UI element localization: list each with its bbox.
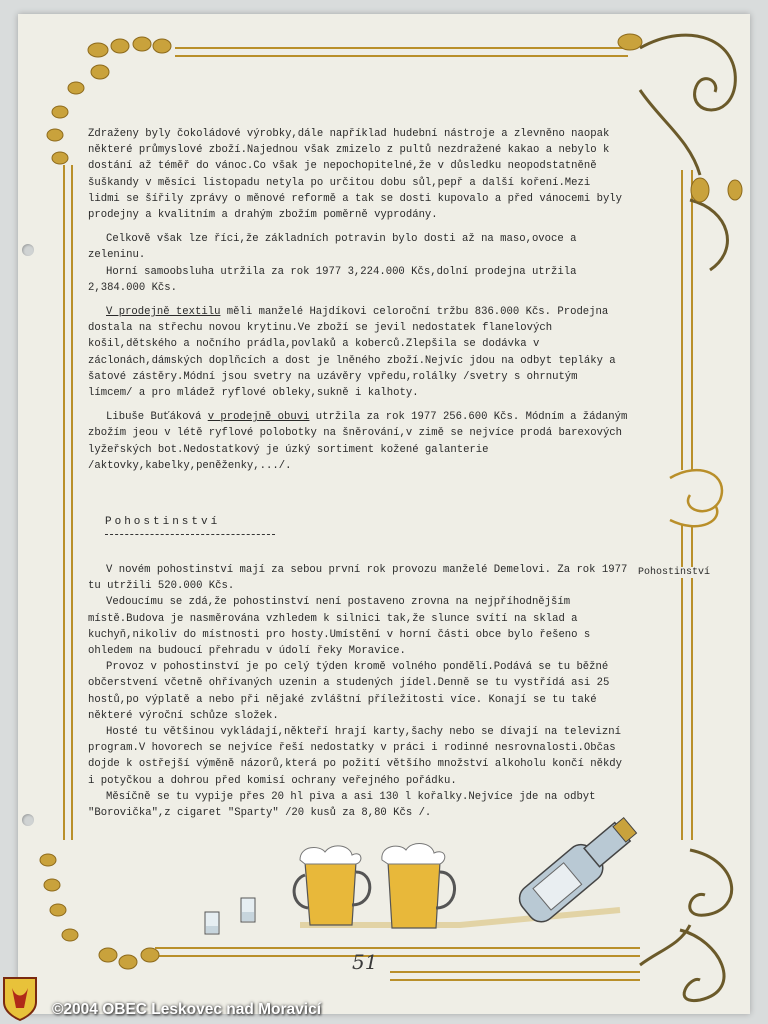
paragraph: Zdraženy byly čokoládové výrobky,dále například hudební nástroje a zlevněno naopak některé průmyslové zboží.Najednou však zmizelo z pultů nezdražené kakao a nebylo k dostání až téměř do vánoc.Co však je nepochopitelné,že v důsledku neopodstatněně šuškandy v měsíci listopadu netyla po určitou dobu sůl,pepř a další koření.Mezi lidmi se šířily zprávy o měnové reformě a tak se dosti kupovalo a před vánocemi byly prodejny a kvalitním a drahým zbožím poměrně vyprodány. xyxy=(88,128,623,222)
paragraph: V novém pohostinství mají za sebou první rok provozu manželé Demelovi. Za rok 1977 tu utržili 520.000 Kčs. xyxy=(88,564,628,593)
shoes-heading: v prodejně obuvi xyxy=(207,411,310,424)
scroll-ornament-right xyxy=(670,470,722,526)
shoes-text: utržila za rok 1977 256.600 Kčs. Módním a žádaným zbožím jeou v létě ryflové polobotky na šněrování,v zimě se nejvíce prodá barexových lyžeřských bot.Nedostatkový je úzký sortiment kožené galanterie /aktovky,kabelky,peněženky,.../. xyxy=(88,411,628,472)
paragraph-textile xyxy=(88,304,628,401)
shoes-pre: Libuše Buťáková xyxy=(106,411,208,424)
scroll-ornament-top-right xyxy=(640,35,735,270)
textile-text: měli manželé Hajdíkovi celoroční tržbu 836.000 Kčs. Prodejna dostala na střechu novou krytinu.Ve zboží se jevil nedostatek flanelových košil,dětského a nočního prádla,povlaků a koberců.Zlepšila se dodávka v záclonách,dámských doplňcích a dost je lněného zboží.Nejvíc jdou na odbyt tepláky a šatové zástěry.Módní jsou svetry na uzávěry vpředu,rolálky /svetry s ohrnutým límcem/ a pro mládež ryflové obleky,sukně i kalhoty. xyxy=(88,306,616,400)
flower-ornament-bottom-left xyxy=(40,854,159,969)
scroll-ornament-bottom-right xyxy=(640,850,732,1001)
tavern-illustration xyxy=(205,810,643,934)
document-body-bottom xyxy=(88,562,628,821)
paragraph: Vedoucímu se zdá,že pohostinství není postaveno zrovna na nejpříhodnějším místě.Budova je nasměrována vzhledem k silnici tak,že slunce svítí na sklad a kuchyň,nikoliv do místnosti pro hosty.Umístění v horní části obce bylo řešeno s ohledem na budoucí přehradu v údolí řeky Moravice. xyxy=(88,596,591,658)
margin-note: Pohostinství xyxy=(638,567,711,578)
paragraph: Měsíčně se tu vypije přes 20 hl piva a asi 130 l kořalky.Nejvíce jde na odbyt "Borovička",z cigaret "Sparty" /20 kusů za 8,80 Kčs /. xyxy=(88,790,596,820)
paragraph-shoes xyxy=(88,409,628,474)
copyright-footer: ©2004 OBEC Leskovec nad Moravicí xyxy=(52,1001,322,1018)
heading-rule xyxy=(105,534,275,535)
paragraph: Provoz v pohostinství je po celý týden kromě volného pondělí.Podává se tu běžné občerstvení včetně ohřívaných uzenin a studených jídel.Denně se tu vystřídá asi 25 hostů,po výplatě a nebo při nějaké zvláštní příležitosti více. Konají se tu také některé výroční schůze složek. xyxy=(88,661,610,722)
document-body-top xyxy=(88,126,628,482)
paragraph: Horní samoobsluha utržila za rok 1977 3,224.000 Kčs,dolní prodejna utržila 2,384.000 Kčs. xyxy=(88,265,577,294)
paragraph: Celkově však lze říci,že základních potravin bylo dosti až na maso,ovoce a zeleninu. xyxy=(88,233,577,262)
paragraph: Hosté tu většinou vykládají,někteří hrají karty,šachy nebo se dívají na televizní program.V hovorech se nejvíce řeší nedostatky v práci i rodinné nesrovnalosti.Občas dojde k ostřejší výměně názorů,která po požití většího množství alkoholu končí někdy i potyčkou a dohrou před komisí ochrany veřejného pořádku. xyxy=(88,726,623,787)
textile-heading: V prodejně textilu xyxy=(106,306,221,319)
section-heading: Pohostinství xyxy=(105,516,221,528)
page-number: 51 xyxy=(352,950,378,974)
coat-of-arms-icon xyxy=(2,974,38,1022)
